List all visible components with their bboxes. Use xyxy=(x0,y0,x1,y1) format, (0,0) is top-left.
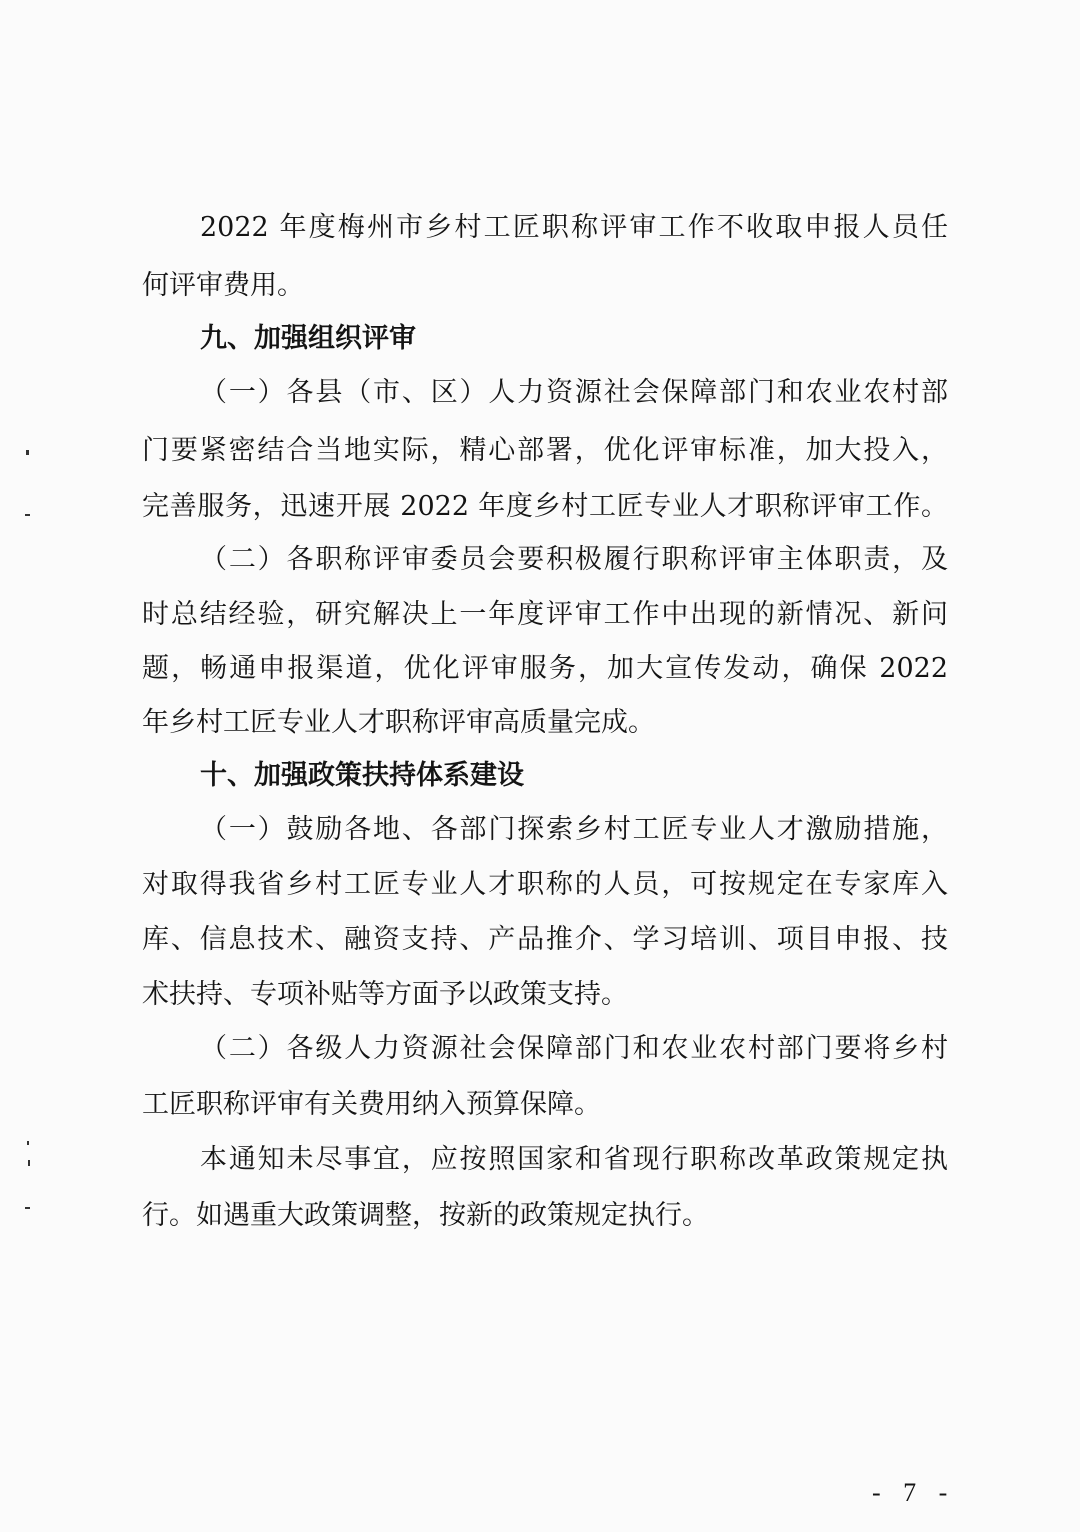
paragraph-line: 行。如遇重大政策调整，按新的政策规定执行。 xyxy=(142,1200,709,1231)
paragraph-line: 本通知未尽事宜，应按照国家和省现行职称改革政策规定执 xyxy=(200,1144,948,1175)
paragraph-line: （一）鼓励各地、各部门探索乡村工匠专业人才激励措施， xyxy=(200,814,948,845)
section-heading-10: 十、加强政策扶持体系建设 xyxy=(200,760,524,791)
paragraph-line: 术扶持、专项补贴等方面予以政策支持。 xyxy=(142,979,628,1010)
paragraph-line: 工匠职称评审有关费用纳入预算保障。 xyxy=(142,1089,601,1120)
paragraph-line: 门要紧密结合当地实际，精心部署，优化评审标准，加大投入， xyxy=(142,435,948,466)
paragraph-line: 库、信息技术、融资支持、产品推介、学习培训、项目申报、技 xyxy=(142,924,948,955)
paragraph-line: （二）各职称评审委员会要积极履行职称评审主体职责，及 xyxy=(200,544,948,575)
paragraph-line: 年乡村工匠专业人才职称评审高质量完成。 xyxy=(142,707,655,738)
scan-mark xyxy=(27,1141,29,1145)
paragraph-line: （一）各县（市、区）人力资源社会保障部门和农业农村部 xyxy=(200,377,948,408)
scan-mark xyxy=(25,514,30,516)
paragraph-line: 2022 年度梅州市乡村工匠职称评审工作不收取申报人员任 xyxy=(200,212,948,243)
section-heading-9: 九、加强组织评审 xyxy=(200,323,416,354)
paragraph-line: （二）各级人力资源社会保障部门和农业农村部门要将乡村 xyxy=(200,1033,948,1064)
scan-mark xyxy=(26,450,29,455)
paragraph-line: 对取得我省乡村工匠专业人才职称的人员，可按规定在专家库入 xyxy=(142,869,948,900)
page-number: - 7 - xyxy=(872,1478,956,1507)
scan-mark xyxy=(28,1160,30,1166)
paragraph-line: 题，畅通申报渠道，优化评审服务，加大宣传发动，确保 2022 xyxy=(142,653,948,684)
scan-mark xyxy=(25,1207,30,1209)
paragraph-line: 完善服务，迅速开展 2022 年度乡村工匠专业人才职称评审工作。 xyxy=(142,491,948,522)
paragraph-line: 何评审费用。 xyxy=(142,270,304,301)
paragraph-line: 时总结经验，研究解决上一年度评审工作中出现的新情况、新问 xyxy=(142,599,948,630)
